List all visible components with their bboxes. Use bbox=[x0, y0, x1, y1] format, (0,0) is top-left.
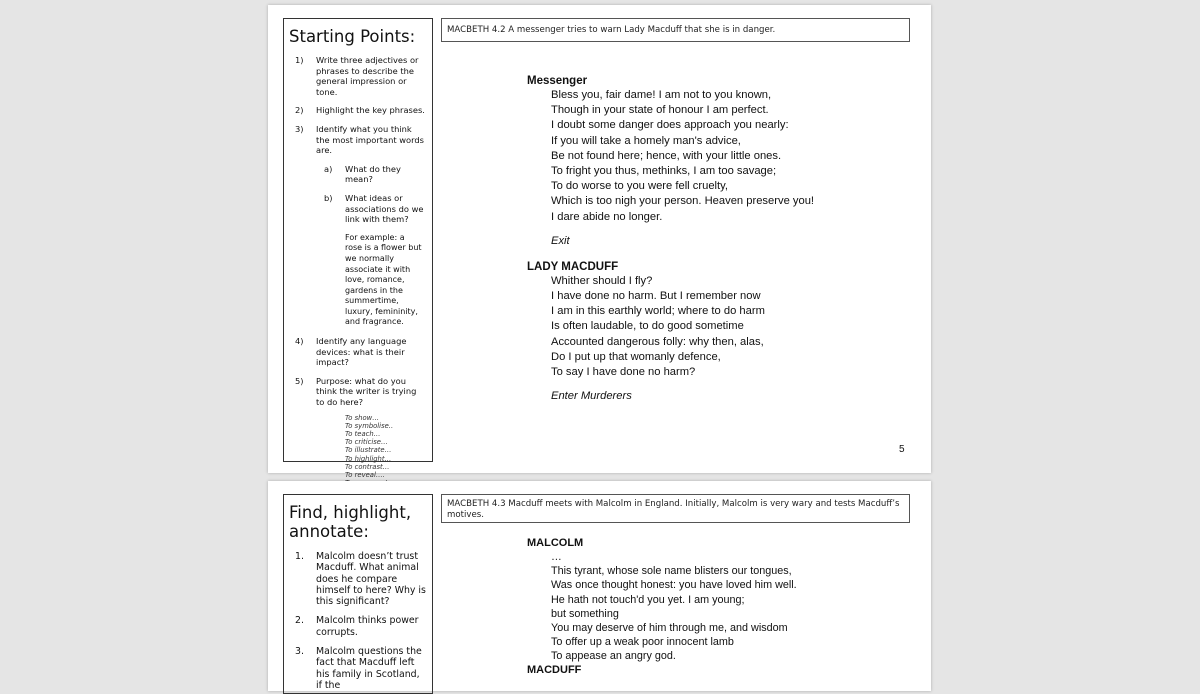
script-extract bbox=[527, 537, 797, 677]
purpose-item: To show… bbox=[345, 413, 379, 422]
example-text: For example: a rose is a flower but we normally associate it with love, romance, gardens in the summertime, luxury, femininity, and fragrance. bbox=[345, 232, 422, 327]
script-line: To do worse to you were fell cruelty, bbox=[551, 180, 729, 193]
stage-direction: Enter Murderers bbox=[551, 390, 632, 403]
script-line: He hath not touch'd you yet. I am young; bbox=[551, 593, 745, 606]
sidebar-title: Find, highlight, annotate: bbox=[289, 503, 412, 541]
purpose-item: To symbolise.. bbox=[345, 421, 394, 430]
sub-list-item: b) What ideas or associations do we link with them? bbox=[324, 192, 424, 225]
script-extract bbox=[527, 74, 814, 415]
starting-points-sidebar bbox=[283, 18, 433, 480]
purpose-item: To reveal…. bbox=[345, 471, 385, 480]
script-line: Though in your state of honour I am perfect. bbox=[551, 104, 769, 117]
script-line: To say I have done no harm? bbox=[551, 366, 696, 379]
list-item: 3. Malcolm questions the fact that Macduff left his family in Scotland, if the bbox=[295, 646, 422, 691]
script-line: Do I put up that womanly defence, bbox=[551, 350, 721, 363]
list-item: 2) Highlight the key phrases. bbox=[295, 105, 425, 116]
sidebar-list bbox=[284, 551, 432, 691]
list-item: 3) Identify what you think the most important words are. bbox=[295, 123, 424, 156]
script-line: To offer up a weak poor innocent lamb bbox=[551, 636, 734, 649]
purpose-item: To highlight… bbox=[345, 454, 392, 463]
script-line: Be not found here; hence, with your little ones. bbox=[551, 149, 782, 162]
find-highlight-sidebar bbox=[283, 494, 433, 694]
sidebar-title: Starting Points: bbox=[289, 27, 416, 46]
purpose-item: To contrast… bbox=[345, 462, 390, 471]
list-item: 1. Malcolm doesn’t trust Macduff. What animal does he compare himself to here? Why is this significant? bbox=[295, 551, 426, 608]
document-page-2 bbox=[268, 481, 931, 691]
script-line: You may deserve of him through me, and wisdom bbox=[551, 622, 788, 635]
purpose-item: To criticise… bbox=[345, 438, 388, 447]
script-line: This tyrant, whose sole name blisters our tongues, bbox=[551, 565, 792, 578]
script-line: Which is too nigh your person. Heaven preserve you! bbox=[551, 195, 815, 208]
purpose-item: To illustrate… bbox=[345, 446, 392, 455]
list-item: 2. Malcolm thinks power corrupts. bbox=[295, 615, 419, 638]
script-line: Whither should I fly? bbox=[551, 274, 653, 287]
script-line: Bless you, fair dame! I am not to you known, bbox=[551, 89, 772, 101]
stage-direction: Exit bbox=[551, 234, 570, 247]
sub-list-item: a) What do they mean? bbox=[324, 163, 401, 185]
script-line: but something bbox=[551, 607, 619, 620]
script-line: I dare abide no longer. bbox=[551, 210, 663, 223]
script-line: I am in this earthly world; where to do harm bbox=[551, 305, 765, 318]
speaker-name: Messenger bbox=[527, 75, 588, 87]
script-line: … bbox=[551, 551, 562, 563]
script-line: Accounted dangerous folly: why then, alas, bbox=[551, 335, 764, 348]
sidebar-list bbox=[284, 55, 432, 496]
script-line: If you will take a homely man's advice, bbox=[551, 134, 741, 147]
script-line: To fright you thus, methinks, I am too savage; bbox=[551, 165, 777, 178]
list-item: 5) Purpose: what do you think the writer is trying to do here? bbox=[295, 375, 417, 408]
script-line: Is often laudable, to do good sometime bbox=[551, 320, 744, 333]
speaker-name: MACDUFF bbox=[527, 663, 582, 676]
speaker-name: MALCOLM bbox=[527, 537, 584, 549]
script-line: To appease an angry god. bbox=[551, 650, 676, 663]
document-page-1 bbox=[268, 5, 931, 480]
script-line: I doubt some danger does approach you nearly: bbox=[551, 119, 789, 132]
purpose-item: To teach… bbox=[345, 430, 381, 439]
script-line: I have done no harm. But I remember now bbox=[551, 290, 761, 303]
list-item: 4) Identify any language devices: what is their impact? bbox=[295, 336, 407, 368]
list-item: 1) Write three adjectives or phrases to describe the general impression or tone. bbox=[295, 55, 419, 97]
speaker-name: LADY MACDUFF bbox=[527, 260, 619, 273]
page-number: 5 bbox=[899, 444, 905, 455]
script-line: Was once thought honest: you have loved him well. bbox=[551, 579, 797, 592]
scene-header: MACBETH 4.3 Macduff meets with Malcolm in England. Initially, Malcolm is very wary and tests Macduff’s motives. bbox=[441, 494, 910, 523]
scene-header: MACBETH 4.2 A messenger tries to warn Lady Macduff that she is in danger. bbox=[441, 18, 910, 42]
